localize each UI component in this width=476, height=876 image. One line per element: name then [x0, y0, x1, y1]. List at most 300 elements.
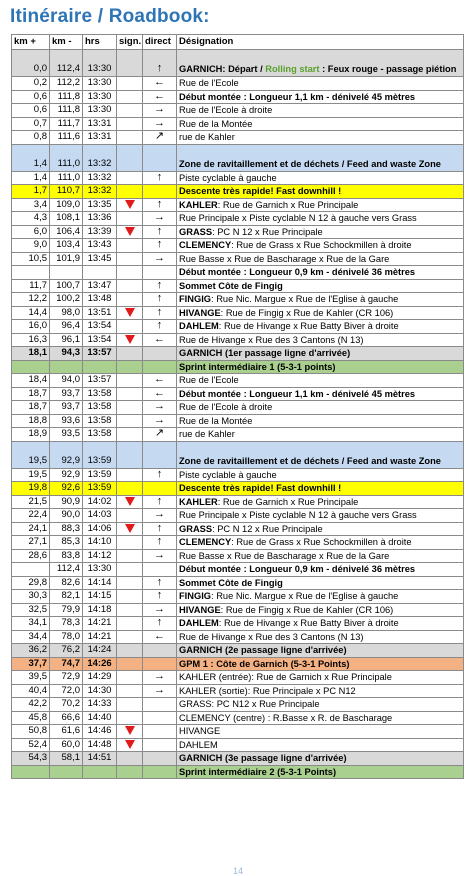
- sign-cell: [117, 657, 143, 671]
- direction-cell: [143, 482, 177, 496]
- hrs-cell: 14:14: [83, 576, 117, 590]
- km-minus-cell: 58,1: [50, 752, 83, 766]
- sign-cell: [117, 414, 143, 428]
- designation-cell: [177, 495, 464, 509]
- km-minus-cell: 60,0: [50, 738, 83, 752]
- table-row: [12, 711, 464, 725]
- direction-cell: [143, 468, 177, 482]
- km-plus-cell: 3,4: [12, 198, 50, 212]
- hrs-cell: 13:58: [83, 401, 117, 415]
- direction-cell: [143, 509, 177, 523]
- sign-cell: [117, 698, 143, 712]
- hrs-cell: 14:33: [83, 698, 117, 712]
- direction-cell: [143, 725, 177, 739]
- sign-cell: [117, 684, 143, 698]
- roadbook-body: [12, 50, 464, 779]
- km-plus-cell: 42,2: [12, 698, 50, 712]
- hrs-cell: 14:51: [83, 752, 117, 766]
- table-row: [12, 549, 464, 563]
- direction-cell: [143, 698, 177, 712]
- sign-cell: [117, 90, 143, 104]
- designation-text: Sprint intermédiaire 1 (5-3-1 points): [179, 361, 336, 372]
- designation-cell: [177, 414, 464, 428]
- designation-text: FINGIG: [179, 591, 212, 602]
- sign-cell: [117, 522, 143, 536]
- arrow-left-icon: ←: [154, 630, 165, 642]
- km-minus-cell: 112,4: [50, 50, 83, 77]
- designation-text: GARNICH (3e passage ligne d'arrivée): [179, 753, 347, 764]
- direction-cell: [143, 414, 177, 428]
- km-plus-cell: 0,2: [12, 77, 50, 91]
- arrow-up-icon: ↑: [156, 198, 163, 210]
- km-plus-cell: 37,7: [12, 657, 50, 671]
- designation-cell: [177, 333, 464, 347]
- designation-text: GRASS: [179, 226, 213, 237]
- direction-cell: [143, 576, 177, 590]
- sign-cell: [117, 617, 143, 631]
- arrow-up-icon: ↑: [156, 522, 163, 534]
- arrow-up-icon: ↑: [156, 279, 163, 291]
- direction-cell: [143, 644, 177, 658]
- designation-cell: [177, 765, 464, 779]
- hrs-cell: 14:18: [83, 603, 117, 617]
- sign-cell: [117, 738, 143, 752]
- designation-text: CLEMENCY: [179, 240, 232, 251]
- km-minus-cell: 111,8: [50, 104, 83, 118]
- km-plus-cell: 18,4: [12, 374, 50, 388]
- km-plus-cell: 45,8: [12, 711, 50, 725]
- km-plus-cell: 34,4: [12, 630, 50, 644]
- km-plus-cell: 12,2: [12, 293, 50, 307]
- km-minus-cell: 111,0: [50, 144, 83, 171]
- designation-detail: : Rue de Fingig x Rue de Kahler (CR 106): [220, 307, 394, 318]
- arrow-up-icon: ↑: [156, 576, 163, 588]
- km-plus-cell: 39,5: [12, 671, 50, 685]
- table-row: [12, 333, 464, 347]
- table-row: [12, 320, 464, 334]
- km-minus-cell: 76,2: [50, 644, 83, 658]
- km-plus-cell: 0,8: [12, 131, 50, 145]
- hrs-cell: 13:58: [83, 428, 117, 442]
- page-title: Itinéraire / Roadbook:: [10, 6, 210, 27]
- designation-text: Sommet Côte de Fingig: [179, 280, 283, 291]
- direction-cell: [143, 657, 177, 671]
- hrs-cell: 14:21: [83, 630, 117, 644]
- designation-cell: [177, 684, 464, 698]
- designation-text: Rue Principale x Piste cyclable N 12 à gauche vers Grass: [179, 510, 417, 521]
- designation-cell: [177, 441, 464, 468]
- hrs-cell: 13:30: [83, 563, 117, 577]
- designation-cell: [177, 522, 464, 536]
- designation-detail: : Rue de Hivange x Rue Batty Biver à droite: [218, 321, 399, 332]
- designation-text: HIVANGE: [179, 307, 221, 318]
- designation-text: Piste cyclable à gauche: [179, 172, 277, 183]
- km-plus-cell: 14,4: [12, 306, 50, 320]
- km-plus-cell: 24,1: [12, 522, 50, 536]
- designation-text: Début montée : Longueur 1,1 km - dénivelé 45 mètres: [179, 388, 416, 399]
- designation-text: DAHLEM: [179, 321, 219, 332]
- sign-cell: [117, 360, 143, 374]
- km-plus-cell: 18,7: [12, 401, 50, 415]
- direction-cell: [143, 50, 177, 77]
- km-minus-cell: 111,8: [50, 90, 83, 104]
- designation-text: GARNICH (1er passage ligne d'arrivée): [179, 348, 351, 359]
- km-plus-cell: 18,1: [12, 347, 50, 361]
- km-minus-cell: 90,9: [50, 495, 83, 509]
- designation-text: Piste cyclable à gauche: [179, 469, 277, 480]
- direction-cell: [143, 617, 177, 631]
- direction-cell: [143, 522, 177, 536]
- designation-text: Rue de l'Ecole à droite: [179, 402, 273, 413]
- hrs-cell: 13:36: [83, 212, 117, 226]
- km-plus-cell: 0,0: [12, 50, 50, 77]
- hrs-cell: 14:03: [83, 509, 117, 523]
- designation-cell: [177, 320, 464, 334]
- designation-cell: [177, 549, 464, 563]
- designation-cell: [177, 482, 464, 496]
- designation-text: FINGIG: [179, 294, 212, 305]
- col-header-hrs: hrs: [83, 35, 117, 50]
- arrow-right-icon: →: [154, 549, 165, 561]
- table-row: [12, 414, 464, 428]
- sign-cell: [117, 468, 143, 482]
- hrs-cell: 13:59: [83, 482, 117, 496]
- sign-cell: [117, 266, 143, 280]
- col-header-km-plus: km +: [12, 35, 50, 50]
- sign-cell: [117, 765, 143, 779]
- arrow-up-icon: ↑: [156, 535, 163, 548]
- direction-cell: [143, 144, 177, 171]
- hrs-cell: 14:46: [83, 725, 117, 739]
- designation-cell: [177, 104, 464, 118]
- designation-cell: [177, 387, 464, 401]
- hrs-cell: 14:21: [83, 617, 117, 631]
- km-minus-cell: 83,8: [50, 549, 83, 563]
- warning-triangle-icon: [125, 524, 135, 533]
- sign-cell: [117, 536, 143, 550]
- hrs-cell: 13:47: [83, 279, 117, 293]
- direction-cell: [143, 320, 177, 334]
- km-minus-cell: 106,4: [50, 225, 83, 239]
- designation-cell: [177, 738, 464, 752]
- designation-detail: : Rue de Grass x Rue Schockmillen à droite: [231, 240, 412, 251]
- designation-text: GRASS: [179, 523, 213, 534]
- arrow-up-icon: ↑: [156, 306, 163, 318]
- km-plus-cell: 22,4: [12, 509, 50, 523]
- table-row: [12, 387, 464, 401]
- km-minus-cell: 93,7: [50, 401, 83, 415]
- km-plus-cell: 18,9: [12, 428, 50, 442]
- table-row: [12, 590, 464, 604]
- designation-cell: [177, 131, 464, 145]
- km-plus-cell: 18,8: [12, 414, 50, 428]
- direction-cell: [143, 279, 177, 293]
- arrow-up-icon: ↑: [156, 616, 163, 629]
- direction-cell: [143, 333, 177, 347]
- direction-cell: [143, 428, 177, 442]
- km-minus-cell: 78,3: [50, 617, 83, 631]
- sign-cell: [117, 171, 143, 185]
- sign-cell: [117, 725, 143, 739]
- table-row: [12, 252, 464, 266]
- km-minus-cell: 82,1: [50, 590, 83, 604]
- designation-text: Début montée : Longueur 0,9 km - dénivelé 36 mètres: [179, 267, 416, 278]
- sign-cell: [117, 104, 143, 118]
- km-plus-cell: 30,3: [12, 590, 50, 604]
- km-plus-cell: 0,6: [12, 90, 50, 104]
- table-row: [12, 50, 464, 77]
- hrs-cell: 13:35: [83, 198, 117, 212]
- designation-text: rue de Kahler: [179, 429, 235, 440]
- designation-cell: [177, 144, 464, 171]
- table-row: [12, 684, 464, 698]
- km-minus-cell: 90,0: [50, 509, 83, 523]
- km-minus-cell: 66,6: [50, 711, 83, 725]
- arrow-up-icon: ↑: [156, 292, 163, 305]
- designation-cell: [177, 77, 464, 91]
- sign-cell: [117, 374, 143, 388]
- warning-triangle-icon: [125, 308, 135, 317]
- km-minus-cell: 100,2: [50, 293, 83, 307]
- km-minus-cell: 101,9: [50, 252, 83, 266]
- hrs-cell: 13:57: [83, 374, 117, 388]
- table-row: [12, 738, 464, 752]
- page-number: 14: [232, 866, 243, 876]
- col-header-direct: direct: [143, 35, 177, 50]
- direction-cell: [143, 752, 177, 766]
- sign-cell: [117, 603, 143, 617]
- sign-cell: [117, 482, 143, 496]
- sign-cell: [117, 333, 143, 347]
- designation-text: Descente très rapide! Fast downhill !: [179, 483, 342, 494]
- designation-text: DAHLEM: [179, 739, 218, 750]
- km-plus-cell: [12, 563, 50, 577]
- direction-cell: [143, 104, 177, 118]
- designation-text: KAHLER: [179, 496, 218, 507]
- hrs-cell: 14:48: [83, 738, 117, 752]
- designation-highlight: Rolling start: [265, 64, 320, 74]
- direction-cell: [143, 549, 177, 563]
- km-plus-cell: 11,7: [12, 279, 50, 293]
- hrs-cell: 14:29: [83, 671, 117, 685]
- sign-cell: [117, 549, 143, 563]
- table-row: [12, 198, 464, 212]
- arrow-right-icon: →: [154, 684, 165, 696]
- direction-cell: [143, 90, 177, 104]
- warning-triangle-icon: [125, 726, 135, 735]
- table-row: [12, 630, 464, 644]
- km-plus-cell: 27,1: [12, 536, 50, 550]
- sign-cell: [117, 144, 143, 171]
- table-row: [12, 725, 464, 739]
- km-minus-cell: 74,7: [50, 657, 83, 671]
- table-row: [12, 90, 464, 104]
- sign-cell: [117, 428, 143, 442]
- designation-text: HIVANGE: [179, 726, 221, 737]
- designation-cell: [177, 171, 464, 185]
- table-row: [12, 617, 464, 631]
- km-plus-cell: 19,5: [12, 468, 50, 482]
- km-plus-cell: 34,1: [12, 617, 50, 631]
- km-plus-cell: [12, 266, 50, 280]
- sign-cell: [117, 117, 143, 131]
- hrs-cell: 13:39: [83, 225, 117, 239]
- km-plus-cell: 0,6: [12, 104, 50, 118]
- km-minus-cell: 110,7: [50, 185, 83, 199]
- km-plus-cell: 19,8: [12, 482, 50, 496]
- designation-text: DAHLEM: [179, 618, 219, 629]
- km-minus-cell: [50, 360, 83, 374]
- table-row: [12, 185, 464, 199]
- table-row: [12, 144, 464, 171]
- hrs-cell: 13:32: [83, 185, 117, 199]
- designation-text: CLEMENCY: [179, 537, 232, 548]
- direction-cell: [143, 77, 177, 91]
- designation-text: Début montée : Longueur 0,9 km - dénivelé 36 mètres: [179, 564, 416, 575]
- designation-text: Rue Basse x Rue de Bascharage x Rue de la Gare: [179, 253, 390, 264]
- table-row: [12, 752, 464, 766]
- designation-cell: [177, 468, 464, 482]
- arrow-left-icon: ←: [154, 387, 165, 399]
- arrow-up-right-icon: ↗: [154, 427, 165, 440]
- table-row: [12, 522, 464, 536]
- direction-cell: [143, 590, 177, 604]
- sign-cell: [117, 563, 143, 577]
- table-row: [12, 441, 464, 468]
- warning-triangle-icon: [125, 497, 135, 506]
- designation-detail: : Rue de Fingig x Rue de Kahler (CR 106): [220, 604, 394, 615]
- table-row: [12, 671, 464, 685]
- roadbook-table: [11, 34, 464, 779]
- km-minus-cell: 109,0: [50, 198, 83, 212]
- designation-cell: [177, 374, 464, 388]
- warning-triangle-icon: [125, 200, 135, 209]
- table-row: [12, 428, 464, 442]
- km-minus-cell: 72,0: [50, 684, 83, 698]
- sign-cell: [117, 131, 143, 145]
- hrs-cell: 13:59: [83, 441, 117, 468]
- designation-text: Rue de la Montée: [179, 118, 253, 129]
- km-minus-cell: 94,3: [50, 347, 83, 361]
- sign-cell: [117, 225, 143, 239]
- hrs-cell: 14:40: [83, 711, 117, 725]
- designation-text: Rue Basse x Rue de Bascharage x Rue de la Gare: [179, 550, 390, 561]
- km-minus-cell: 92,9: [50, 468, 83, 482]
- arrow-up-icon: ↑: [156, 319, 163, 332]
- direction-cell: [143, 401, 177, 415]
- km-minus-cell: 85,3: [50, 536, 83, 550]
- designation-detail: : Rue de Grass x Rue Schockmillen à droite: [231, 537, 412, 548]
- designation-cell: [177, 657, 464, 671]
- sign-cell: [117, 239, 143, 253]
- arrow-right-icon: →: [154, 508, 165, 521]
- sign-cell: [117, 347, 143, 361]
- table-row: [12, 239, 464, 253]
- warning-triangle-icon: [125, 227, 135, 236]
- arrow-up-icon: ↑: [156, 468, 163, 480]
- direction-cell: [143, 536, 177, 550]
- km-plus-cell: 9,0: [12, 239, 50, 253]
- table-row: [12, 306, 464, 320]
- km-minus-cell: 96,1: [50, 333, 83, 347]
- designation-text: CLEMENCY (centre) : R.Basse x R. de Bascharage: [179, 712, 393, 723]
- designation-cell: [177, 536, 464, 550]
- arrow-up-icon: ↑: [156, 225, 163, 237]
- direction-cell: [143, 198, 177, 212]
- km-minus-cell: 88,3: [50, 522, 83, 536]
- direction-cell: [143, 671, 177, 685]
- km-minus-cell: 111,0: [50, 171, 83, 185]
- km-minus-cell: 103,4: [50, 239, 83, 253]
- designation-detail: : Rue de Hivange x Rue Batty Biver à droite: [218, 618, 399, 629]
- direction-cell: [143, 131, 177, 145]
- hrs-cell: 14:24: [83, 644, 117, 658]
- km-plus-cell: 1,7: [12, 185, 50, 199]
- sign-cell: [117, 77, 143, 91]
- table-row: [12, 765, 464, 779]
- table-row: [12, 279, 464, 293]
- table-row: [12, 104, 464, 118]
- km-minus-cell: 92,9: [50, 441, 83, 468]
- arrow-right-icon: →: [154, 252, 165, 264]
- sign-cell: [117, 630, 143, 644]
- direction-cell: [143, 266, 177, 280]
- km-plus-cell: 0,7: [12, 117, 50, 131]
- km-plus-cell: 19,5: [12, 441, 50, 468]
- km-minus-cell: 111,7: [50, 117, 83, 131]
- sign-cell: [117, 185, 143, 199]
- designation-detail: : Rue de Garnich x Rue Principale: [217, 199, 359, 210]
- hrs-cell: 14:30: [83, 684, 117, 698]
- designation-detail: : Feux rouge - passage piétion: [319, 64, 457, 74]
- km-minus-cell: 72,9: [50, 671, 83, 685]
- table-row: [12, 374, 464, 388]
- designation-text: GRASS: PC N12 x Rue Principale: [179, 699, 320, 710]
- arrow-left-icon: ←: [154, 373, 165, 386]
- direction-cell: [143, 185, 177, 199]
- designation-text: GARNICH: Départ /: [179, 64, 266, 74]
- designation-text: HIVANGE: [179, 604, 221, 615]
- arrow-right-icon: →: [154, 670, 165, 683]
- direction-cell: [143, 225, 177, 239]
- table-row: [12, 293, 464, 307]
- km-minus-cell: 94,0: [50, 374, 83, 388]
- hrs-cell: 13:32: [83, 171, 117, 185]
- designation-detail: : PC N 12 x Rue Principale: [212, 226, 323, 237]
- direction-cell: [143, 360, 177, 374]
- km-minus-cell: 93,5: [50, 428, 83, 442]
- table-row: [12, 266, 464, 280]
- table-row: [12, 509, 464, 523]
- designation-text: Sommet Côte de Fingig: [179, 577, 283, 588]
- table-row: [12, 698, 464, 712]
- sign-cell: [117, 671, 143, 685]
- designation-cell: [177, 239, 464, 253]
- direction-cell: [143, 212, 177, 226]
- km-plus-cell: 10,5: [12, 252, 50, 266]
- direction-cell: [143, 684, 177, 698]
- table-row: [12, 401, 464, 415]
- arrow-right-icon: →: [154, 211, 165, 224]
- designation-text: Zone de ravitaillement et de déchets / Feed and waste Zone: [179, 455, 441, 466]
- arrow-up-icon: ↑: [156, 589, 163, 602]
- designation-text: Zone de ravitaillement et de déchets / Feed and waste Zone: [179, 158, 441, 169]
- table-row: [12, 536, 464, 550]
- km-minus-cell: 93,6: [50, 414, 83, 428]
- designation-cell: [177, 590, 464, 604]
- hrs-cell: 13:51: [83, 306, 117, 320]
- hrs-cell: 13:30: [83, 50, 117, 77]
